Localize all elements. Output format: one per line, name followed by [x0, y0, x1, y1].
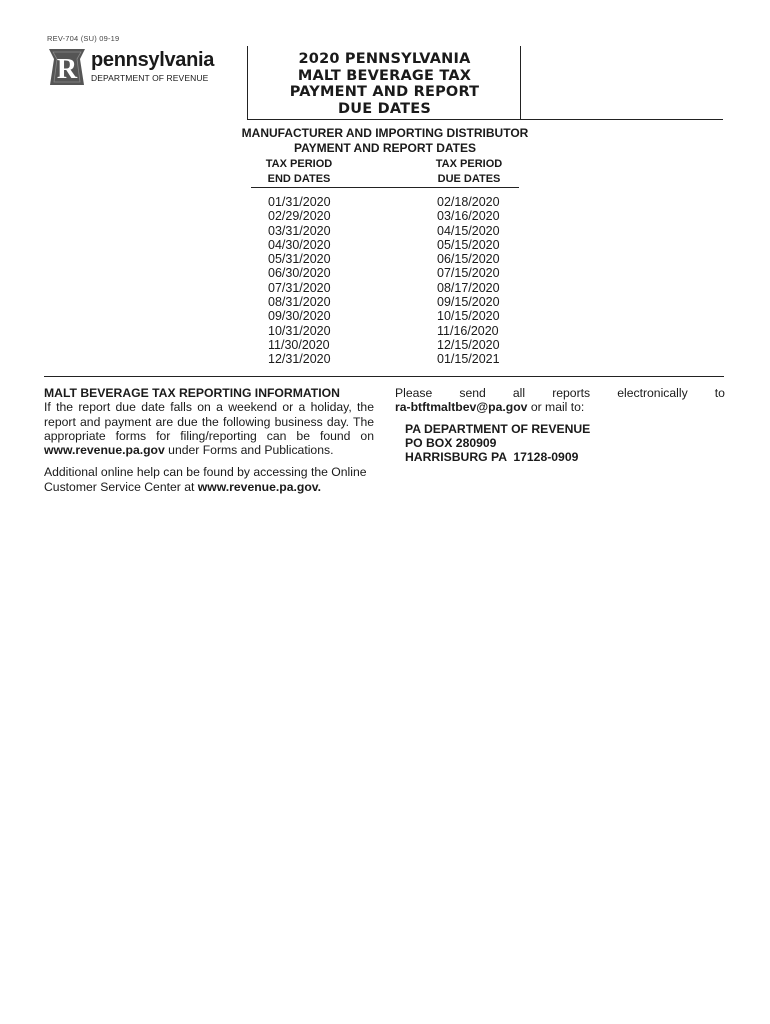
column-header-line: DUE DATES [437, 173, 501, 185]
due-date: 05/15/2020 [437, 237, 500, 252]
instruction-word: all [512, 386, 526, 400]
due-date: 03/16/2020 [437, 209, 500, 224]
end-dates-column [268, 195, 331, 367]
due-date: 01/15/2021 [437, 352, 500, 367]
column-header-line: TAX PERIOD [265, 158, 333, 170]
reporting-info-paragraph [44, 400, 374, 457]
end-date: 06/30/2020 [268, 266, 331, 281]
due-date: 06/15/2020 [437, 252, 500, 267]
header-divider-left [247, 46, 248, 120]
instruction-word: to [714, 386, 725, 400]
end-date: 11/30/2020 [268, 337, 330, 352]
due-date: 08/17/2020 [437, 280, 500, 295]
due-date: 02/18/2020 [437, 195, 500, 209]
end-date: 09/30/2020 [268, 309, 331, 324]
reporting-info [44, 386, 374, 494]
address-line: HARRISBURG PA 17128-0909 [405, 450, 579, 465]
schedule-heading-line: MANUFACTURER AND IMPORTING DISTRIBUTOR [241, 126, 529, 140]
due-date: 04/15/2020 [437, 223, 500, 238]
end-date: 04/30/2020 [268, 237, 331, 252]
end-date: 10/31/2020 [268, 323, 331, 338]
column-header-rule [251, 187, 519, 188]
instruction-word: electronically [617, 386, 688, 400]
email-suffix: or mail to: [530, 400, 585, 415]
due-dates-column [437, 195, 500, 367]
paragraph-text: If the report due date falls on a weekend or a holiday, the report and payment are due the following business day. The appropriate forms for filing/reporting can be found on [44, 400, 374, 443]
keystone-icon [47, 47, 87, 87]
end-date: 02/29/2020 [268, 209, 331, 224]
end-date: 01/31/2020 [268, 195, 331, 209]
address-line: PA DEPARTMENT OF REVENUE [405, 421, 591, 436]
due-date: 09/15/2020 [437, 295, 500, 310]
title-line: 2020 PENNSYLVANIA [298, 51, 471, 67]
due-date: 07/15/2020 [437, 266, 500, 281]
instruction-word: send [459, 386, 486, 400]
online-help-paragraph [44, 465, 374, 494]
end-date: 12/31/2020 [268, 352, 331, 367]
header-divider-right [520, 46, 521, 120]
due-date: 11/16/2020 [437, 323, 499, 338]
column-header-due-dates [426, 157, 512, 187]
end-date: 03/31/2020 [268, 223, 331, 238]
reporting-info-heading: MALT BEVERAGE TAX REPORTING INFORMATION [44, 386, 340, 400]
header-rule [247, 119, 723, 120]
mailing-address [405, 422, 725, 465]
end-date: 05/31/2020 [268, 252, 331, 267]
title-line: DUE DATES [338, 100, 431, 117]
column-header-line: END DATES [267, 173, 331, 185]
column-header-end-dates [256, 157, 342, 187]
mail-instructions [395, 386, 725, 464]
page-title [249, 51, 520, 117]
end-date: 07/31/2020 [268, 280, 331, 295]
end-date: 08/31/2020 [268, 295, 331, 310]
due-date: 12/15/2020 [437, 337, 500, 352]
logo-letter: R [56, 54, 78, 85]
pa-revenue-logo [47, 47, 217, 89]
revenue-website-link[interactable]: www.revenue.pa.gov [44, 443, 165, 458]
paragraph-text: Additional online help can be found by accessing the Online Customer Service Center at [44, 465, 367, 494]
email-link[interactable]: ra-btftmaltbev@pa.gov [395, 400, 528, 415]
schedule-heading [230, 126, 540, 156]
email-line [395, 400, 725, 414]
address-line: PO BOX 280909 [405, 435, 497, 450]
section-rule [44, 376, 724, 377]
customer-service-link[interactable]: www.revenue.pa.gov. [197, 479, 322, 494]
instruction-word: reports [552, 386, 591, 400]
send-electronically-line [395, 386, 725, 400]
paragraph-text: under Forms and Publications. [168, 443, 334, 458]
schedule-heading-line: PAYMENT AND REPORT DATES [293, 141, 476, 155]
title-line: MALT BEVERAGE TAX [297, 67, 472, 84]
logo-name: pennsylvania [91, 49, 215, 71]
due-date: 10/15/2020 [437, 309, 500, 324]
form-id: REV-704 (SU) 09-19 [47, 34, 120, 43]
logo-department: DEPARTMENT OF REVENUE [91, 73, 209, 83]
instruction-word: Please [395, 386, 433, 400]
title-line: PAYMENT AND REPORT [289, 84, 480, 100]
column-header-line: TAX PERIOD [435, 158, 503, 170]
